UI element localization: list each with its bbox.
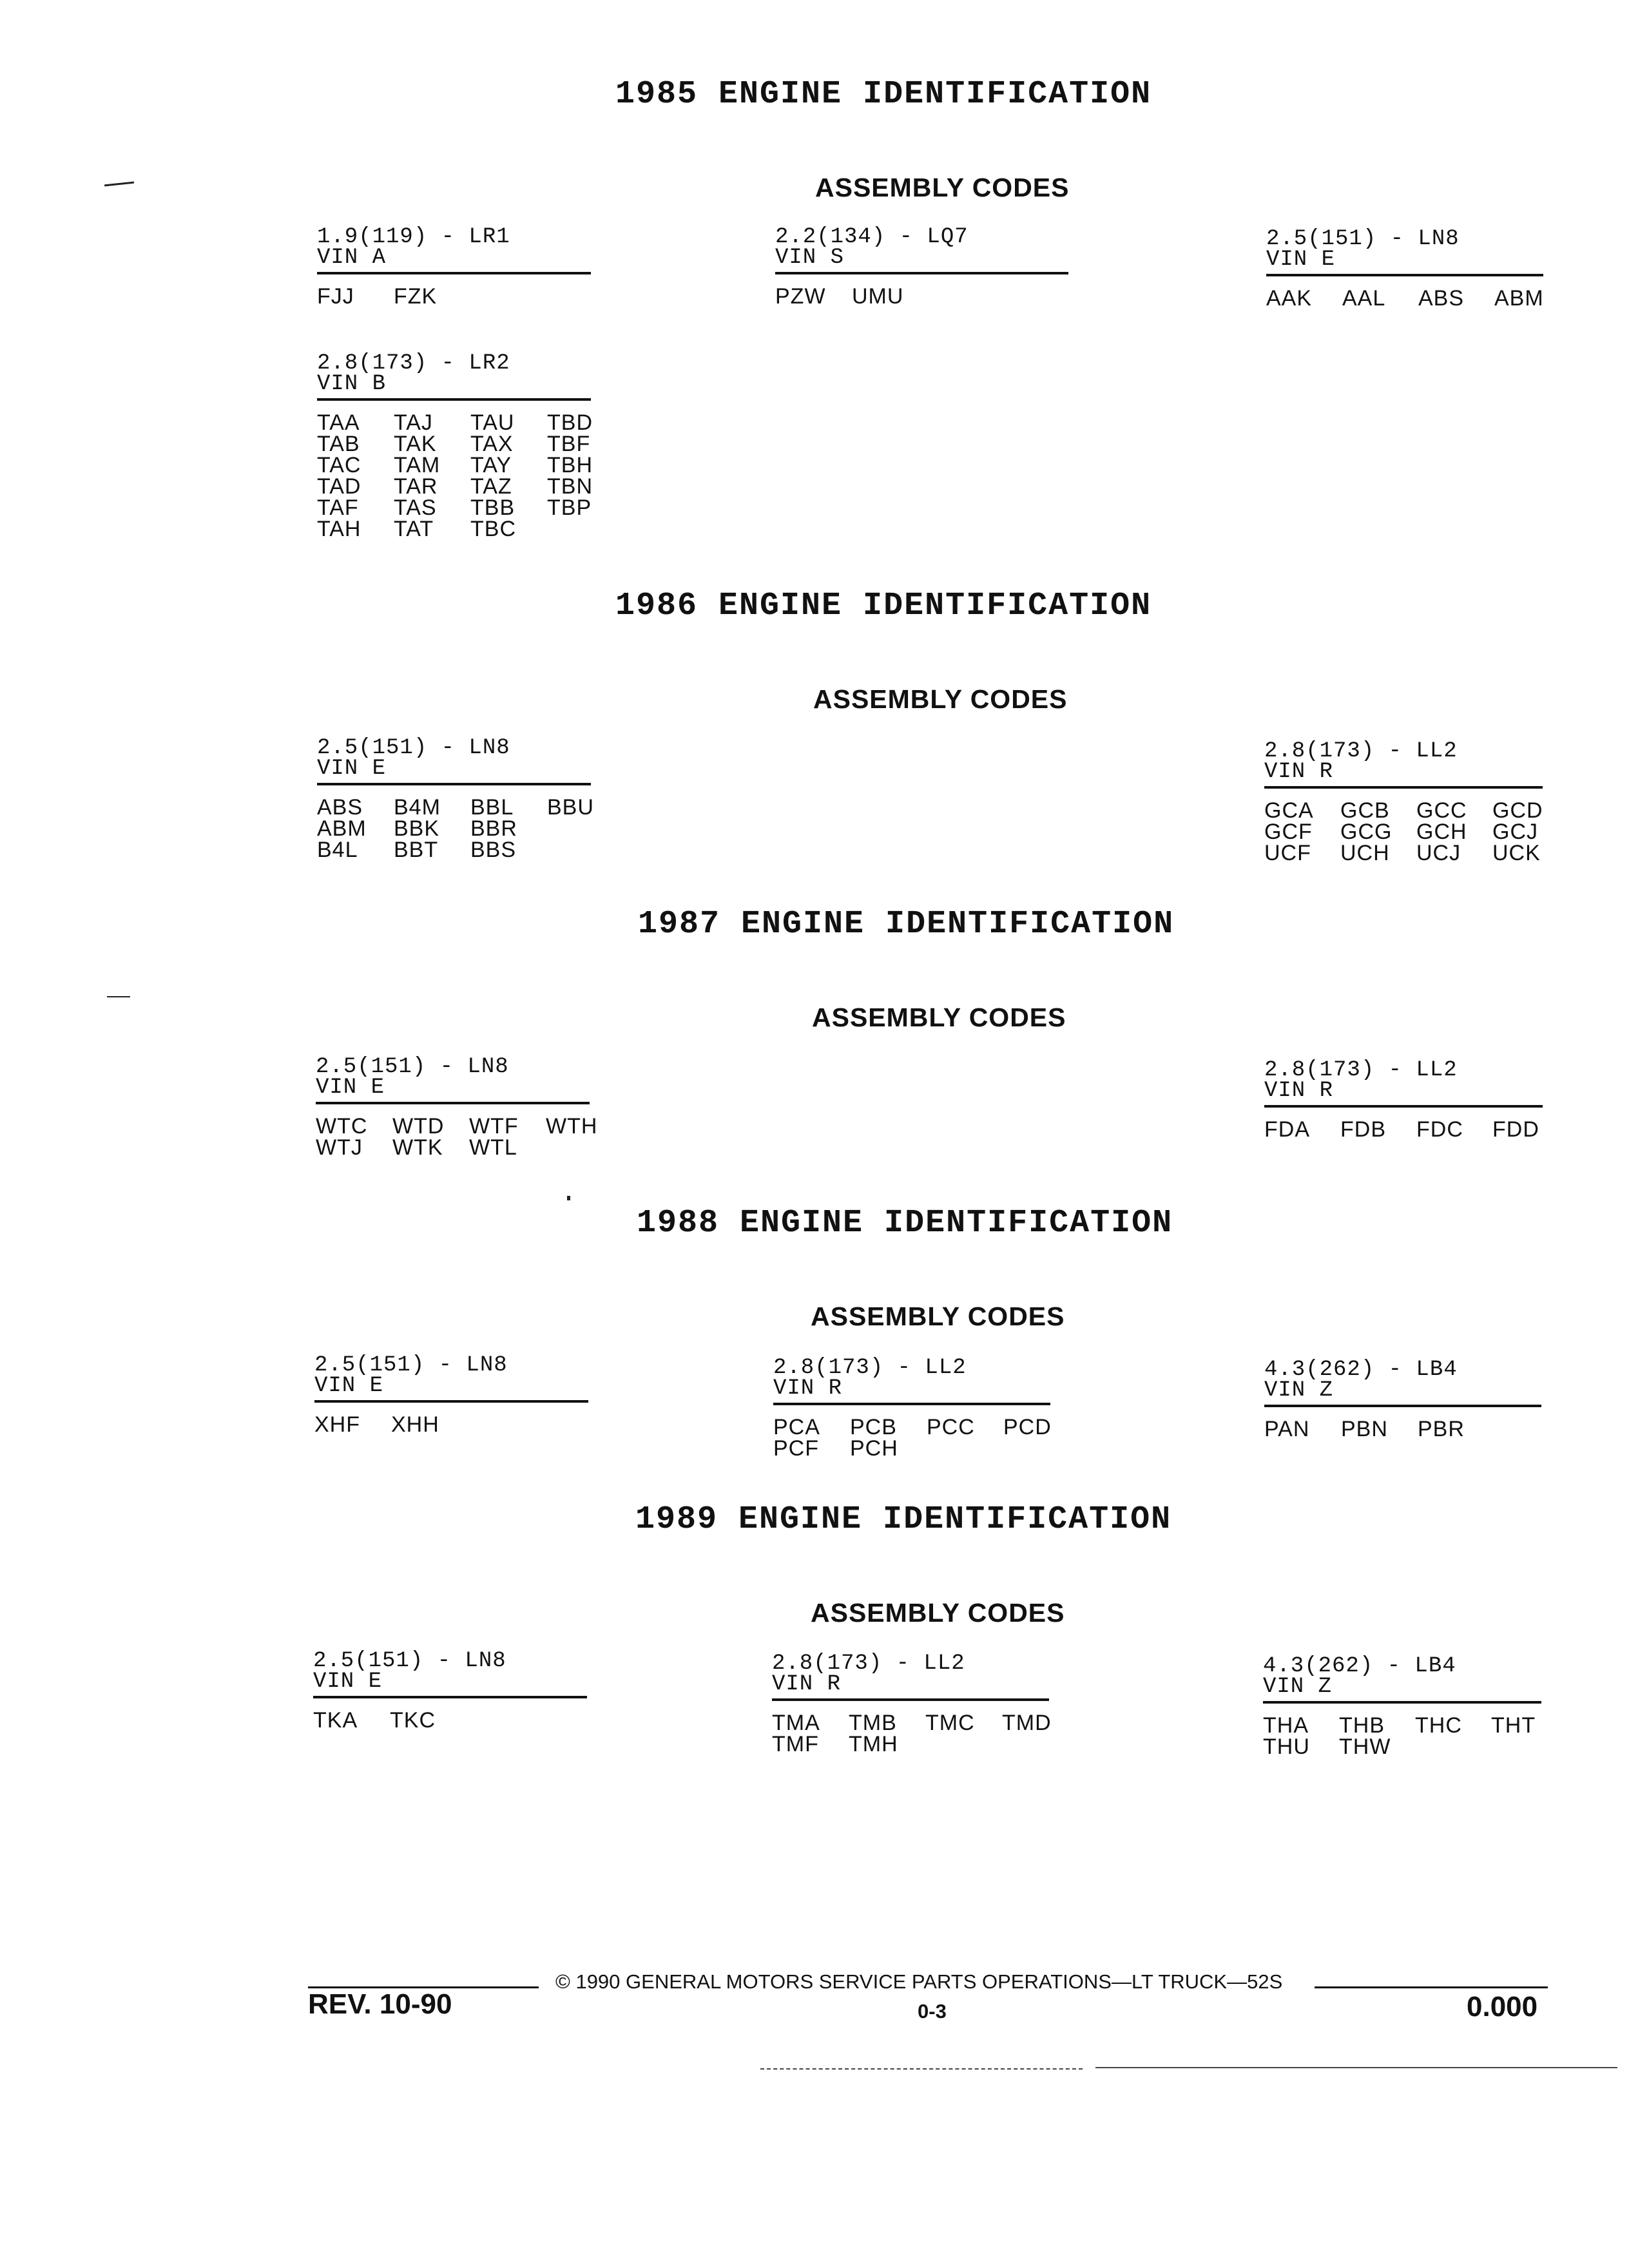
vin-code: VIN S — [775, 245, 845, 270]
assembly-code: BBK — [394, 816, 440, 841]
assembly-code: FDA — [1264, 1117, 1310, 1142]
engine-spec: 2.5(151) - LN8 — [317, 736, 510, 760]
assembly-code: B4M — [394, 795, 441, 820]
assembly-code: XHF — [314, 1412, 360, 1437]
vin-code: VIN R — [773, 1376, 843, 1401]
assembly-code-list — [1264, 1119, 1543, 1140]
assembly-code: GCC — [1416, 798, 1467, 823]
assembly-code: XHH — [391, 1412, 439, 1437]
scan-artifact-line — [1095, 2067, 1617, 2068]
footer-page-number: 0-3 — [918, 2000, 947, 2023]
engine-spec: 2.5(151) - LN8 — [314, 1353, 508, 1378]
assembly-code: TMD — [1002, 1711, 1052, 1735]
assembly-code: THT — [1491, 1713, 1536, 1738]
divider — [316, 1102, 590, 1104]
assembly-code: TAU — [470, 410, 515, 435]
assembly-code: UCF — [1264, 841, 1311, 865]
engine-block-1988-ln8 — [314, 1355, 588, 1436]
assembly-code: WTH — [546, 1114, 598, 1139]
assembly-code-list — [773, 1417, 1050, 1459]
footer-section-code: 0.000 — [1467, 1991, 1538, 2023]
divider — [1264, 1405, 1541, 1407]
assembly-code: WTL — [469, 1135, 517, 1160]
assembly-code: GCD — [1492, 798, 1543, 823]
assembly-code: TMF — [772, 1732, 819, 1756]
divider — [1264, 786, 1543, 789]
assembly-code: TAZ — [470, 474, 512, 499]
engine-spec: 2.5(151) - LN8 — [313, 1649, 506, 1673]
section-title-1988: 1988 ENGINE IDENTIFICATION — [637, 1205, 1173, 1242]
assembly-code: TAB — [317, 432, 360, 456]
assembly-code: TAX — [470, 432, 514, 456]
engine-spec: 4.3(262) - LB4 — [1264, 1358, 1458, 1382]
assembly-code: TAY — [470, 453, 512, 477]
assembly-code-list — [1263, 1715, 1541, 1758]
assembly-code: TAD — [317, 474, 361, 499]
engine-block-1985-lq7 — [775, 227, 1049, 307]
assembly-code: TMA — [772, 1711, 820, 1735]
assembly-code: FDD — [1492, 1117, 1539, 1142]
assembly-code: PBR — [1418, 1417, 1465, 1441]
assembly-code: GCB — [1340, 798, 1390, 823]
assembly-code: GCA — [1264, 798, 1314, 823]
engine-spec: 2.8(173) - LR2 — [317, 351, 510, 376]
assembly-code: WTD — [392, 1114, 445, 1139]
assembly-code: BBL — [470, 795, 514, 820]
assembly-code: PZW — [775, 284, 826, 309]
assembly-code: FZK — [394, 284, 438, 309]
assembly-code: THW — [1339, 1735, 1391, 1759]
assembly-code-list — [314, 1414, 588, 1436]
divider — [1263, 1701, 1541, 1704]
engine-spec: 2.8(173) - LL2 — [772, 1651, 965, 1676]
assembly-code: ABM — [1494, 286, 1544, 311]
scan-artifact-mark — [104, 182, 134, 187]
vin-code: VIN Z — [1263, 1675, 1333, 1699]
vin-code: VIN E — [313, 1669, 383, 1694]
section-title-1985: 1985 ENGINE IDENTIFICATION — [615, 76, 1152, 113]
assembly-code: ABS — [1418, 286, 1465, 311]
assembly-code: THA — [1263, 1713, 1309, 1738]
divider — [1266, 274, 1543, 276]
vin-code: VIN E — [314, 1374, 384, 1398]
assembly-code: GCJ — [1492, 820, 1538, 844]
engine-block-1988-ll2 — [773, 1358, 1050, 1459]
assembly-code: TAM — [394, 453, 441, 477]
engine-block-1986-ln8 — [317, 736, 594, 862]
assembly-code: BBR — [470, 816, 517, 841]
vin-code: VIN E — [317, 756, 387, 781]
assembly-code: GCG — [1340, 820, 1393, 844]
engine-block-1987-ln8 — [316, 1055, 598, 1160]
assembly-code: WTK — [392, 1135, 443, 1160]
assembly-code: TAS — [394, 495, 437, 520]
assembly-code: TBP — [547, 495, 592, 520]
footer-copyright: © 1990 GENERAL MOTORS SERVICE PARTS OPERATIONS—LT TRUCK—52S — [555, 1970, 1283, 1993]
engine-spec: 2.8(173) - LL2 — [1264, 1058, 1458, 1082]
assembly-code: TAC — [317, 453, 361, 477]
assembly-code: PCD — [1003, 1415, 1052, 1439]
assembly-code: TAT — [394, 517, 434, 541]
assembly-code: GCF — [1264, 820, 1313, 844]
assembly-code: BBS — [470, 838, 517, 862]
section-title-1987: 1987 ENGINE IDENTIFICATION — [638, 906, 1175, 943]
assembly-code: TAR — [394, 474, 438, 499]
assembly-codes-heading-1986: ASSEMBLY CODES — [813, 684, 1068, 714]
assembly-code: TAK — [394, 432, 437, 456]
assembly-code: TMC — [925, 1711, 975, 1735]
assembly-code: TKA — [313, 1708, 358, 1733]
assembly-code: TAA — [317, 410, 360, 435]
divider — [313, 1696, 587, 1698]
engine-spec: 2.8(173) - LL2 — [1264, 739, 1458, 764]
engine-block-1989-ll2 — [772, 1651, 1052, 1756]
assembly-code: THB — [1339, 1713, 1385, 1738]
assembly-code: PCC — [927, 1415, 975, 1439]
assembly-code-list — [772, 1711, 1052, 1756]
scan-artifact-mark — [567, 1196, 570, 1200]
assembly-code — [547, 818, 624, 840]
vin-code: VIN R — [772, 1672, 842, 1696]
assembly-code: TBC — [470, 517, 516, 541]
assembly-code: AAL — [1342, 286, 1386, 311]
assembly-code: TBF — [547, 432, 591, 456]
section-title-1986: 1986 ENGINE IDENTIFICATION — [615, 588, 1152, 624]
assembly-code-list — [1266, 288, 1543, 309]
assembly-code: BBU — [547, 795, 594, 820]
vin-code: VIN E — [1266, 247, 1336, 272]
assembly-code: WTF — [469, 1114, 519, 1139]
engine-block-1985-lr2 — [317, 353, 591, 540]
assembly-code: TBB — [470, 495, 516, 520]
assembly-code: PCH — [850, 1436, 898, 1461]
footer-revision: REV. 10-90 — [308, 1988, 452, 2020]
assembly-code-list — [313, 1710, 587, 1731]
vin-code: VIN R — [1264, 1079, 1334, 1103]
assembly-code: TBN — [547, 474, 593, 499]
assembly-code: TAJ — [394, 410, 433, 435]
divider — [772, 1698, 1049, 1701]
assembly-code: UCJ — [1416, 841, 1461, 865]
divider — [775, 272, 1068, 274]
assembly-code-list — [317, 412, 591, 540]
assembly-code: TKC — [390, 1708, 436, 1733]
assembly-code-list — [317, 286, 591, 307]
assembly-code: GCH — [1416, 820, 1467, 844]
engine-spec: 2.8(173) - LL2 — [773, 1356, 967, 1380]
divider — [317, 783, 591, 785]
engine-block-1988-lb4 — [1264, 1360, 1541, 1440]
assembly-code: WTJ — [316, 1135, 363, 1160]
assembly-code: FDB — [1340, 1117, 1386, 1142]
assembly-code: THU — [1263, 1735, 1310, 1759]
assembly-code: THC — [1415, 1713, 1462, 1738]
section-title-1989: 1989 ENGINE IDENTIFICATION — [635, 1501, 1172, 1538]
assembly-code: BBT — [394, 838, 439, 862]
assembly-code: UMU — [852, 284, 904, 309]
assembly-code: PAN — [1264, 1417, 1310, 1441]
vin-code: VIN Z — [1264, 1378, 1334, 1403]
assembly-code: PCF — [773, 1436, 819, 1461]
assembly-code: TAH — [317, 517, 361, 541]
assembly-code-list — [775, 286, 1049, 307]
assembly-codes-heading-1985: ASSEMBLY CODES — [815, 173, 1070, 202]
scan-artifact-mark — [107, 996, 130, 997]
vin-code: VIN R — [1264, 760, 1334, 784]
divider — [317, 398, 591, 401]
assembly-code: FDC — [1416, 1117, 1463, 1142]
engine-spec: 4.3(262) - LB4 — [1263, 1654, 1456, 1678]
assembly-code: TBD — [547, 410, 593, 435]
vin-code: VIN E — [316, 1075, 385, 1100]
divider — [317, 272, 591, 274]
engine-block-1985-lr1 — [317, 227, 591, 307]
assembly-code: PBN — [1341, 1417, 1388, 1441]
assembly-code: TAF — [317, 495, 359, 520]
assembly-code: B4L — [317, 838, 358, 862]
assembly-code-list — [317, 795, 594, 862]
assembly-code: PCB — [850, 1415, 897, 1439]
assembly-code: FJJ — [317, 284, 354, 309]
assembly-code: UCK — [1492, 841, 1541, 865]
engine-block-1989-ln8 — [313, 1651, 587, 1731]
assembly-codes-heading-1987: ASSEMBLY CODES — [812, 1003, 1066, 1032]
engine-spec: 2.2(134) - LQ7 — [775, 225, 969, 249]
engine-block-1987-ll2 — [1264, 1060, 1543, 1140]
assembly-code: UCH — [1340, 841, 1390, 865]
assembly-code: ABM — [317, 816, 367, 841]
assembly-code: AAK — [1266, 286, 1313, 311]
assembly-code: TMB — [849, 1711, 897, 1735]
vin-code: VIN B — [317, 372, 387, 396]
engine-spec: 1.9(119) - LR1 — [317, 225, 510, 249]
divider — [773, 1403, 1050, 1405]
assembly-code: WTC — [316, 1114, 368, 1139]
divider — [1264, 1105, 1543, 1108]
engine-block-1989-lb4 — [1263, 1656, 1541, 1758]
vin-code: VIN A — [317, 245, 387, 270]
assembly-code-list — [1264, 1419, 1541, 1440]
assembly-code: PCA — [773, 1415, 820, 1439]
divider — [314, 1400, 588, 1403]
assembly-code: ABS — [317, 795, 363, 820]
assembly-code-list — [316, 1114, 598, 1160]
assembly-code: TBH — [547, 453, 593, 477]
engine-spec: 2.5(151) - LN8 — [1266, 227, 1460, 251]
engine-spec: 2.5(151) - LN8 — [316, 1055, 509, 1079]
assembly-codes-heading-1988: ASSEMBLY CODES — [811, 1302, 1065, 1331]
engine-block-1986-ll2 — [1264, 741, 1543, 864]
footer-rule-right — [1315, 1986, 1548, 1988]
assembly-code: TMH — [849, 1732, 898, 1756]
assembly-codes-heading-1989: ASSEMBLY CODES — [811, 1598, 1065, 1628]
engine-block-1985-ln8 — [1266, 229, 1543, 309]
scan-artifact-line — [760, 2068, 1083, 2070]
assembly-code-list — [1264, 800, 1543, 864]
